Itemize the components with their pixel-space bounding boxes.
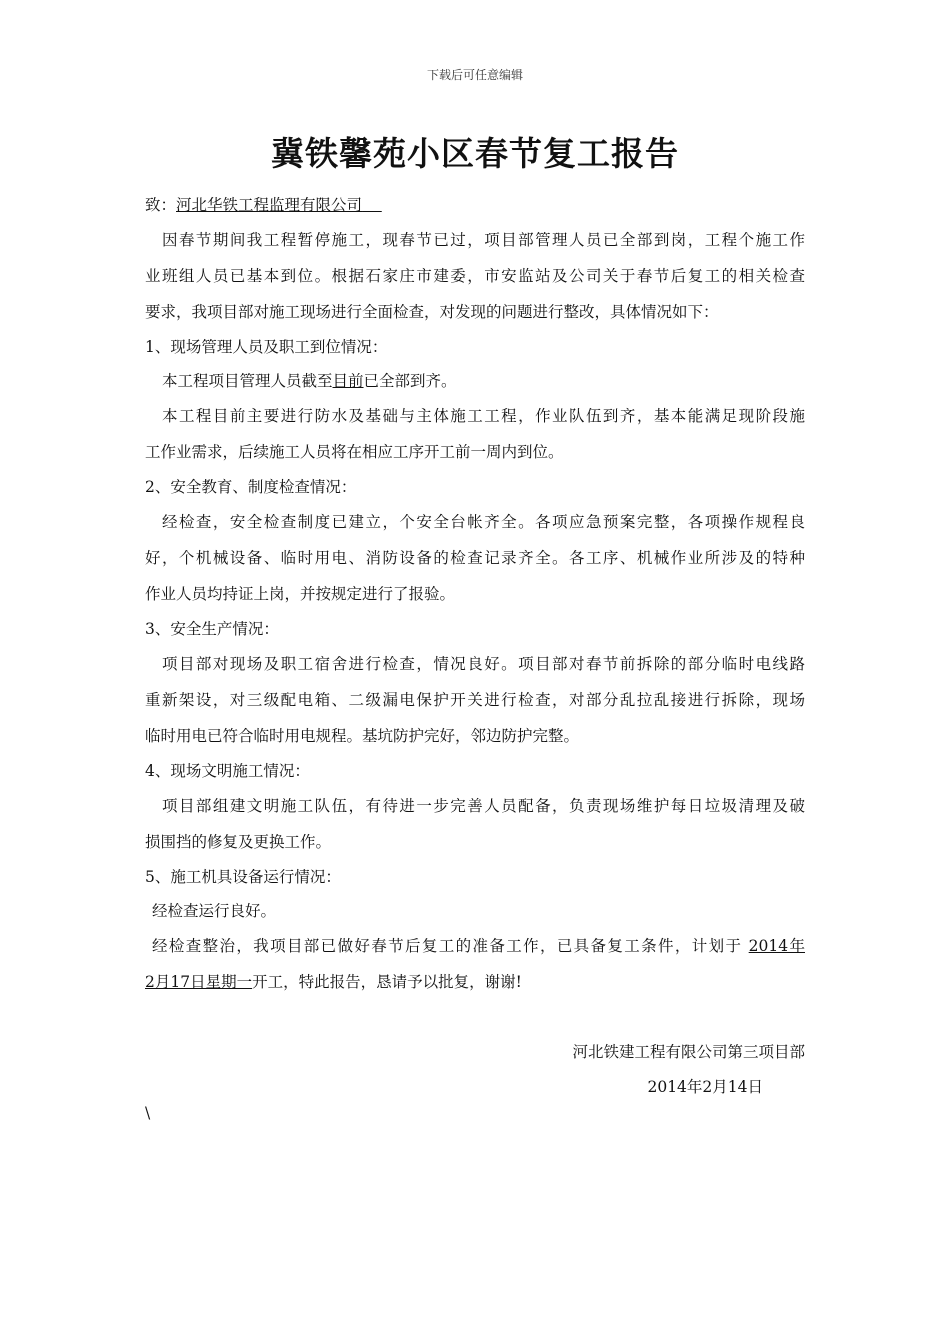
signature-date: 2014年2月14日	[647, 1078, 763, 1096]
section3-line-1: 项目部对现场及职工宿舍进行检查，情况良好。项目部对春节前拆除的部分临时电线路	[162, 655, 805, 673]
section5-line: 经检查运行良好。	[152, 902, 277, 920]
conclusion-line-2: 2月17日星期一开工，特此报告，恳请予以批复，谢谢!	[145, 973, 522, 991]
document-body	[145, 188, 805, 1104]
section1-paragraph-2-line-1: 本工程目前主要进行防水及基础与主体施工工程，作业队伍到齐，基本能满足现阶段施	[162, 407, 805, 425]
section3-line-2: 重新架设，对三级配电箱、二级漏电保护开关进行检查，对部分乱拉乱接进行拆除，现场	[145, 691, 805, 709]
conclusion-start-date: 2月17日星期一	[145, 973, 253, 991]
page-header-note: 下载后可任意编辑	[426, 68, 523, 82]
section2-line-1: 经检查，安全检查制度已建立，个安全台帐齐全。各项应急预案完整，各项操作规程良	[162, 513, 805, 531]
section2-heading: 2、安全教育、制度检查情况：	[145, 478, 357, 496]
recipient-prefix: 致：	[145, 196, 177, 214]
recipient-name: 河北华铁工程监理有限公司	[176, 196, 363, 214]
section3-line-3: 临时用电已符合临时用电规程。基坑防护完好，邻边防护完整。	[145, 727, 580, 745]
section2-line-2: 好，个机械设备、临时用电、消防设备的检查记录齐全。各工序、机械作业所涉及的特种	[145, 549, 805, 567]
section3-heading: 3、安全生产情况：	[145, 620, 279, 638]
document-title: 冀铁馨苑小区春节复工报告	[271, 134, 679, 173]
section5-heading: 5、施工机具设备运行情况：	[145, 868, 341, 886]
intro-line-1: 因春节期间我工程暂停施工，现春节已过，项目部管理人员已全部到岗，工程个施工作	[162, 231, 805, 249]
section1-heading: 1、现场管理人员及职工到位情况：	[145, 338, 388, 356]
recipient-line	[145, 188, 805, 222]
intro-line-3: 要求，我项目部对施工现场进行全面检查，对发现的问题进行整改，具体情况如下：	[145, 303, 719, 321]
trailing-backslash-mark: \	[145, 1104, 151, 1122]
intro-line-2: 业班组人员已基本到位。根据石家庄市建委，市安监站及公司关于春节后复工的相关检查	[145, 267, 805, 285]
section4-line-2: 损围挡的修复及更换工作。	[145, 833, 332, 851]
section1-paragraph-1: 本工程项目管理人员截至目前已全部到齐。	[162, 372, 457, 390]
section2-line-3: 作业人员均持证上岗，并按规定进行了报验。	[145, 585, 456, 603]
section1-underlined-term: 目前	[332, 372, 364, 390]
section4-heading: 4、现场文明施工情况：	[145, 762, 310, 780]
conclusion-line-1: 经检查整治，我项目部已做好春节后复工的准备工作，已具备复工条件，计划于 2014年	[152, 937, 805, 955]
conclusion-year: 2014年	[748, 937, 805, 955]
section4-line-1: 项目部组建文明施工队伍，有待进一步完善人员配备，负责现场维护每日垃圾清理及破	[162, 797, 805, 815]
signature-company: 河北铁建工程有限公司第三项目部	[572, 1043, 805, 1061]
section1-paragraph-2-line-2: 工作业需求，后续施工人员将在相应工序开工前一周内到位。	[145, 443, 564, 461]
